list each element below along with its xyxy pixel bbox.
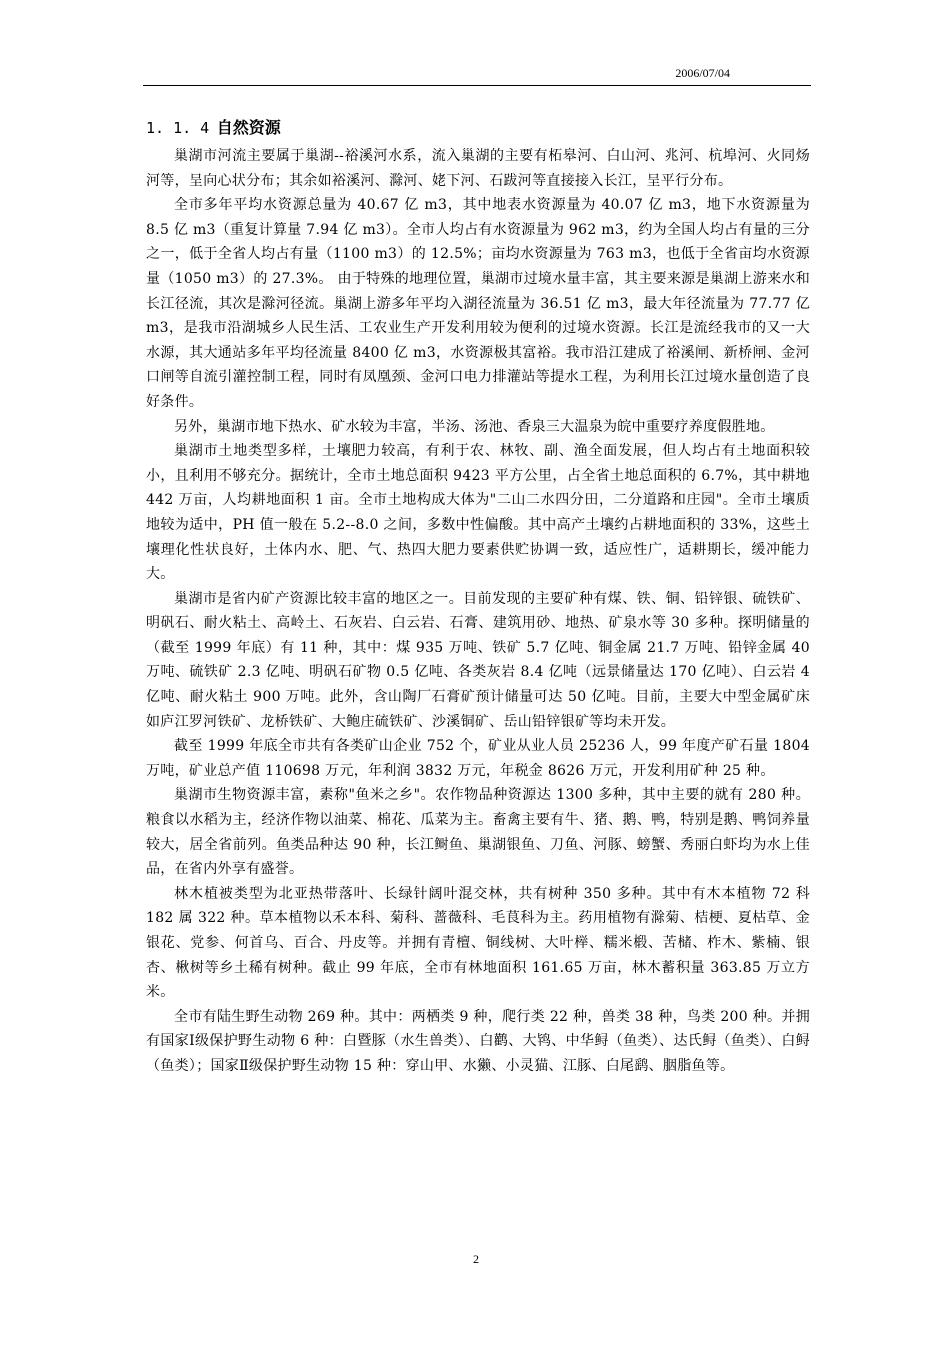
paragraph-hot-springs: 另外，巢湖市地下热水、矿水较为丰富，半汤、汤池、香泉三大温泉为皖中重要疗养度假胜地。 [174, 418, 775, 435]
paragraph-minerals: 巢湖市是省内矿产资源比较丰富的地区之一。目前发现的主要矿种有煤、铁、铜、铅锌银、硫铁矿、明矾石、耐火粘土、高岭土、石灰岩、白云岩、石膏、建筑用砂、地热、矿泉水等 30 多种。探明储量的（截至 1999 年底）有 11 种，其中：煤 935 万吨、铁矿 5.7 亿吨、铜金属 21.7 万吨、铅锌金属 40 万吨、硫铁矿 2.3 亿吨、明矾石矿物 0.5 亿吨、各类灰岩 8.4 亿吨（远景储量达 170 亿吨）、白云岩 4 亿吨、耐火粘土 900 万吨。此外，含山陶厂石膏矿预计储量可达 50 亿吨。目前，主要大中型金属矿床如庐江罗河铁矿、龙桥铁矿、大鲍庄硫铁矿、沙溪铜矿、岳山铅锌银矿等均未开发。 [146, 590, 810, 730]
header-rule [143, 85, 811, 86]
paragraph-water-resources: 全市多年平均水资源总量为 40.67 亿 m3，其中地表水资源量为 40.07 亿 m3，地下水资源量为 8.5 亿 m3（重复计算量 7.94 亿 m3）。全市人均占有水资源量为 962 m3，约为全国人均占有量的三分之一，低于全省人均占有量（1100 m3）的 12.5%；亩均水资源量为 763 m3，也低于全省亩均水资源量（1050 m3）的 27.3%。 由于特殊的地理位置，巢湖市过境水量丰富，其主要来源是巢湖上游来水和长江径流，其次是滁河径流。巢湖上游多年平均入湖径流量为 36.51 亿 m3，最大年径流量为 77.77 亿 m3，是我市沿湖城乡人民生活、工农业生产开发利用较为便利的过境水资源。长江是流经我市的又一大水源，其大通站多年平均径流量 8400 亿 m3，水资源极其富裕。我市沿江建成了裕溪闸、新桥闸、金河口闸等自流引灌控制工程，同时有凤凰颈、金河口电力排灌站等提水工程，为利用长江过境水量创造了良好条件。 [146, 197, 810, 410]
section-number: 1. 1. 4 [146, 119, 210, 137]
paragraph-mining-enterprises: 截至 1999 年底全市共有各类矿山企业 752 个，矿业从业人员 25236 人，99 年度产矿石量 1804 万吨，矿业总产值 110698 万元，年利润 3832 万元，年税金 8626 万元，开发利用矿种 25 种。 [146, 738, 810, 779]
header-date: 2006/07/04 [675, 66, 730, 80]
paragraph-forest: 林木植被类型为北亚热带落叶、长绿针阔叶混交林，共有树种 350 多种。其中有木本植物 72 科 182 属 322 种。草本植物以禾本科、菊科、蔷薇科、毛茛科为主。药用植物有滁菊、桔梗、夏枯草、金银花、党参、何首乌、百合、丹皮等。并拥有青檀、铜线树、大叶榉、糯米椴、苦槠、柞木、紫楠、银杏、楸树等乡土稀有树种。截止 99 年底，全市有林地面积 161.65 万亩，林木蓄积量 363.85 万立方米。 [146, 885, 810, 1001]
paragraph-rivers: 巢湖市河流主要属于巢湖--裕溪河水系，流入巢湖的主要有柘皋河、白山河、兆河、杭埠河、火同炀河等，呈向心状分布；其余如裕溪河、滁河、姥下河、石跋河等直接接入长江，呈平行分布。 [146, 148, 810, 189]
paragraph-land: 巢湖市土地类型多样，土壤肥力较高，有利于农、林牧、副、渔全面发展，但人均占有土地面积较小，且利用不够充分。据统计，全市土地总面积 9423 平方公里，占全省土地总面积的 6.7%，其中耕地 442 万亩，人均耕地面积 1 亩。全市土地构成大体为"二山二水四分田，二分道路和庄园"。全市土壤质地较为适中，PH 值一般在 5.2--8.0 之间，多数中性偏酸。其中高产土壤约占耕地面积的 33%，这些土壤理化性状良好，土体内水、肥、气、热四大肥力要素供贮协调一致，适应性广，适耕期长，缓冲能力大。 [146, 443, 810, 583]
paragraph-biological-resources: 巢湖市生物资源丰富，素称"鱼米之乡"。农作物品种资源达 1300 多种，其中主要的就有 280 种。粮食以水稻为主，经济作物以油菜、棉花、瓜菜为主。畜禽主要有牛、猪、鹅、鸭，特别是鹅、鸭饲养量较大，居全省前列。鱼类品种达 90 种，长江鲥鱼、巢湖银鱼、刀鱼、河豚、螃蟹、秀丽白虾均为水上佳品，在省内外享有盛誉。 [146, 787, 810, 878]
section-heading [146, 116, 810, 140]
page-content [146, 116, 810, 1079]
section-title: 自然资源 [216, 118, 281, 137]
page-number: 2 [473, 1252, 479, 1266]
paragraph-wildlife: 全市有陆生野生动物 269 种。其中：两栖类 9 种，爬行类 22 种，兽类 38 种，鸟类 200 种。并拥有国家Ⅰ级保护野生动物 6 种：白暨豚（水生兽类）、白鹳、大鸨、中华鲟（鱼类）、达氏鲟（鱼类）、白鲟（鱼类）；国家Ⅱ级保护野生动物 15 种：穿山甲、水獭、小灵猫、江豚、白尾鹞、胭脂鱼等。 [146, 1008, 810, 1074]
